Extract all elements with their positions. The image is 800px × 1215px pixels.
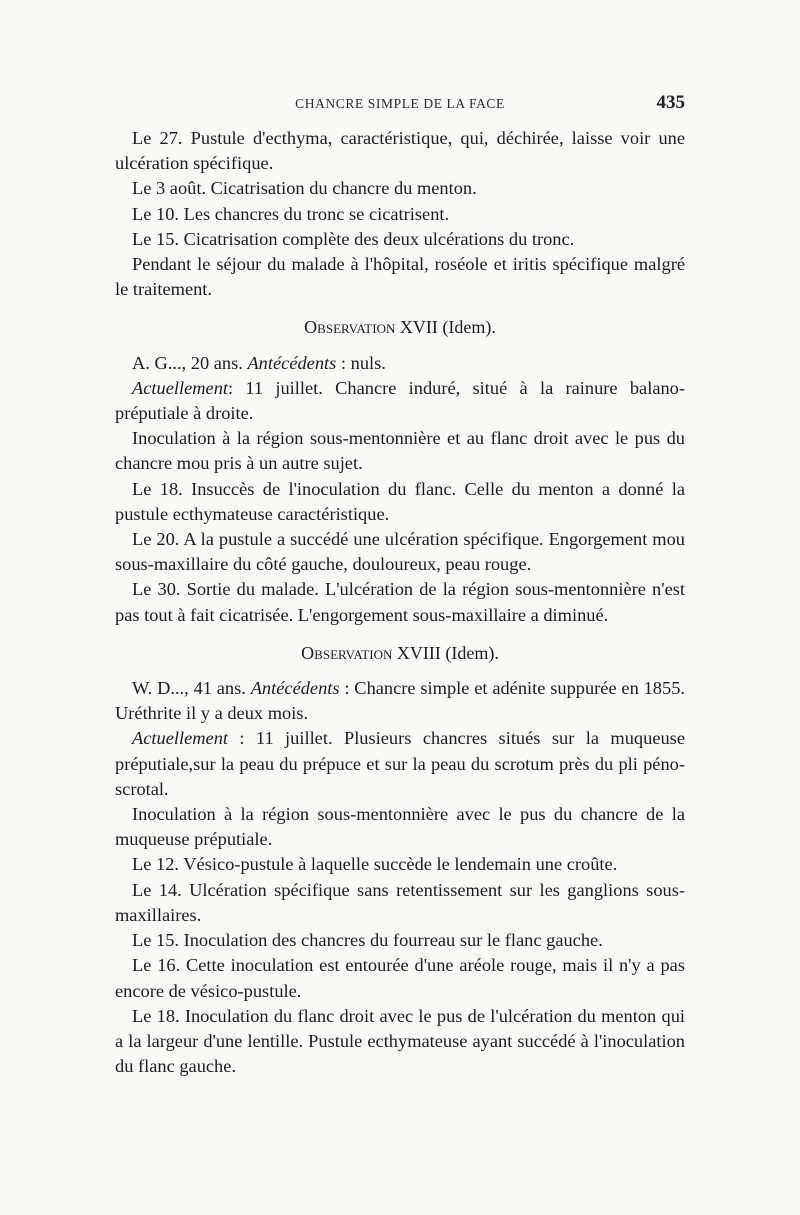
italic-term: Actuellement [132,728,228,749]
text-span: : nuls. [336,352,386,373]
paragraph: Inoculation à la région sous-mentonnière avec le pus du chancre de la muqueuse préputiale. [115,804,685,850]
paragraph: Le 10. Les chancres du tronc se cicatrisent. [132,203,450,224]
heading-word: Observation [301,642,393,663]
observation-heading [115,302,685,350]
paragraph: Le 14. Ulcération spécifique sans retentissement sur les ganglions sous-maxillaires. [115,879,685,925]
text-span: A. G..., 20 ans. [132,352,248,373]
paragraph: Le 30. Sortie du malade. L'ulcération de la région sous-mentonnière n'est pas tout à fait cicatrisée. L'engorgement sous-maxillaire a diminué. [115,579,685,625]
text-span: : Chancre simple et adénite suppurée en 1855. Uréthrite il y a deux mois. [115,678,685,724]
running-title: CHANCRE SIMPLE DE LA FACE [295,96,505,111]
paragraph: Le 15. Cicatrisation complète des deux ulcérations du tronc. [132,228,575,249]
paragraph: Le 18. Insuccès de l'inoculation du flanc. Celle du menton a donné la pustule ecthymateuse caractéristique. [115,478,685,524]
paragraph [115,676,685,726]
paragraph: Le 15. Inoculation des chancres du fourreau sur le flanc gauche. [132,930,603,951]
running-head [115,92,685,118]
heading-rest: XVII (Idem). [395,317,496,338]
italic-term: Antécédents [247,352,337,373]
paragraph: Le 27. Pustule d'ecthyma, caractéristique, qui, déchirée, laisse voir une ulcération spécifique. [115,128,685,174]
heading-word: Observation [304,317,396,338]
paragraph: Le 3 août. Cicatrisation du chancre du menton. [132,178,477,199]
text-span: W. D..., 41 ans. [132,678,251,699]
paragraph: Le 16. Cette inoculation est entourée d'une aréole rouge, mais il n'y a pas encore de vésico-pustule. [115,955,685,1001]
paragraph: Le 20. A la pustule a succédé une ulcération spécifique. Engorgement mou sous-maxillaire du côté gauche, douloureux, peau rouge. [115,529,685,575]
heading-rest: XVIII (Idem). [392,642,499,663]
page-number: 435 [656,92,685,113]
paragraph [115,351,685,376]
text-span: : 11 juillet. Plusieurs chancres situés sur la muqueuse préputiale,sur la peau du prépuce et sur la peau du scrotum près du pli péno-scrotal. [115,728,685,799]
paragraph: Le 18. Inoculation du flanc droit avec le pus de l'ulcération du menton qui a la largeur d'une lentille. Pustule ecthymateuse ayant succédé à l'inoculation du flanc gauche. [115,1005,685,1077]
observation-heading [115,628,685,676]
page-body [115,126,685,1079]
paragraph: Inoculation à la région sous-mentonnière et au flanc droit avec le pus du chancre mou pris à un autre sujet. [115,428,685,474]
paragraph [115,726,685,802]
italic-term: Actuellement [132,377,228,398]
paragraph: Le 12. Vésico-pustule à laquelle succède le lendemain une croûte. [132,854,618,875]
italic-term: Antécédents [250,678,340,699]
text-span: : 11 juillet. Chancre induré, situé à la rainure balano-préputiale à droite. [115,377,685,424]
paragraph [115,376,685,426]
paragraph: Pendant le séjour du malade à l'hôpital, roséole et iritis spécifique malgré le traitement. [115,254,685,300]
